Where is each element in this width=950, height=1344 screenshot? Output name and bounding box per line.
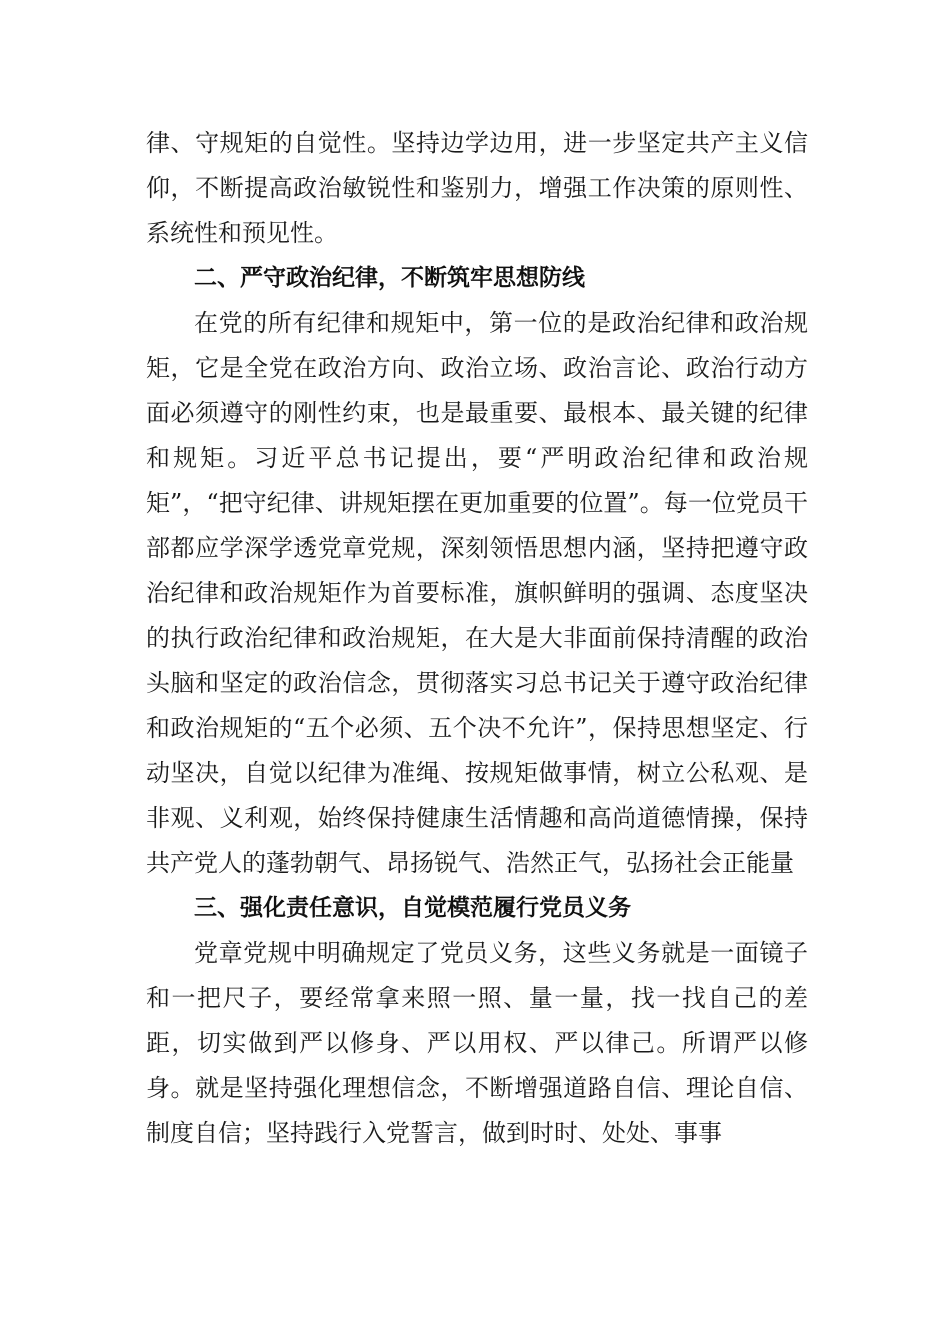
paragraph-political-discipline: 在党的所有纪律和规矩中，第一位的是政治纪律和政治规矩，它是全党在政治方向、政治立场、政治言论、政治行动方面必须遵守的刚性约束，也是最重要、最根本、最关键的纪律和规矩。习近平总书记提出，要“严明政治纪律和政治规矩”，“把守纪律、讲规矩摆在更加重要的位置”。每一位党员干部都应学深学透党章党规，深刻领悟思想内涵，坚持把遵守政治纪律和政治规矩作为首要标准，旗帜鲜明的强调、态度坚决的执行政治纪律和政治规矩，在大是大非面前保持清醒的政治头脑和坚定的政治信念，贯彻落实习总书记关于遵守政治纪律和政治规矩的“五个必须、五个决不允许”，保持思想坚定、行动坚决，自觉以纪律为准绳、按规矩做事情，树立公私观、是非观、义利观，始终保持健康生活情趣和高尚道德情操，保持共产党人的蓬勃朝气、昂扬锐气、浩然正气，弘扬社会正能量	[146, 309, 808, 877]
document-body	[146, 121, 808, 1156]
paragraph-member-duties: 党章党规中明确规定了党员义务，这些义务就是一面镜子和一把尺子，要经常拿来照一照、量一量，找一找自己的差距，切实做到严以修身、严以用权、严以律己。所谓严以修身。就是坚持强化理想信念，不断增强道路自信、理论自信、制度自信；坚持践行入党誓言，做到时时、处处、事事	[146, 939, 808, 1147]
section-heading-3: 三、强化责任意识，自觉模范履行党员义务	[194, 895, 631, 921]
section-heading-2: 二、严守政治纪律，不断筑牢思想防线	[194, 265, 585, 291]
paragraph-continuation: 律、守规矩的自觉性。坚持边学边用，进一步坚定共产主义信仰，不断提高政治敏锐性和鉴别力，增强工作决策的原则性、系统性和预见性。	[146, 129, 808, 247]
